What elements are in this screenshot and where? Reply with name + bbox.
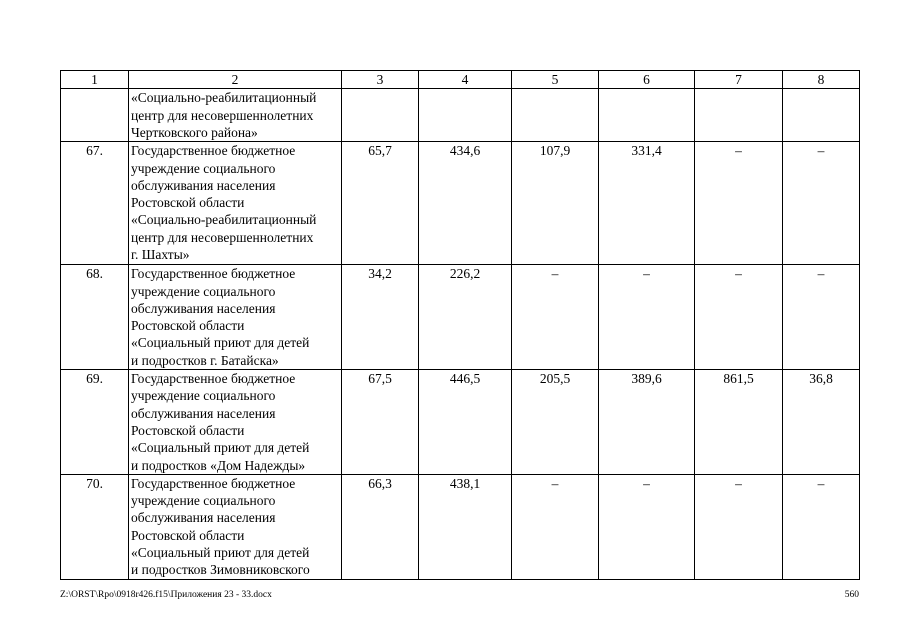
value-cell: 34,2 [342, 265, 419, 370]
table-row [61, 89, 860, 142]
value-cell: – [695, 474, 783, 579]
header-cell: 6 [599, 71, 695, 89]
table-row [61, 370, 860, 475]
value-cell [599, 89, 695, 142]
row-number: 67. [61, 142, 129, 265]
table-row [61, 142, 860, 265]
value-cell [783, 89, 860, 142]
table-row [61, 474, 860, 579]
value-cell [419, 89, 512, 142]
row-number [61, 89, 129, 142]
footer-file-path: Z:\ORST\Rpo\0918r426.f15\Приложения 23 - 33.docx [60, 590, 272, 600]
value-cell: 446,5 [419, 370, 512, 475]
value-cell: 331,4 [599, 142, 695, 265]
institution-name: Государственное бюджетное учреждение социального обслуживания населения Ростовской области «Социально-реабилитационный центр для несовершеннолетних г. Шахты» [129, 142, 342, 265]
institution-name: «Социально-реабилитационный центр для несовершеннолетних Чертковского района» [129, 89, 342, 142]
value-cell: 65,7 [342, 142, 419, 265]
value-cell: 107,9 [512, 142, 599, 265]
row-number: 70. [61, 474, 129, 579]
value-cell: – [599, 474, 695, 579]
value-cell [695, 89, 783, 142]
table-row [61, 265, 860, 370]
header-cell: 2 [129, 71, 342, 89]
value-cell: – [599, 265, 695, 370]
value-cell: 389,6 [599, 370, 695, 475]
header-cell: 8 [783, 71, 860, 89]
value-cell: 205,5 [512, 370, 599, 475]
header-cell: 5 [512, 71, 599, 89]
page-number: 560 [844, 590, 859, 600]
value-cell: 226,2 [419, 265, 512, 370]
value-cell: 36,8 [783, 370, 860, 475]
header-cell: 7 [695, 71, 783, 89]
value-cell: 861,5 [695, 370, 783, 475]
header-row [61, 71, 860, 89]
header-cell: 1 [61, 71, 129, 89]
value-cell: 67,5 [342, 370, 419, 475]
row-number: 68. [61, 265, 129, 370]
institution-name: Государственное бюджетное учреждение социального обслуживания населения Ростовской области «Социальный приют для детей и подростков «Дом Надежды» [129, 370, 342, 475]
value-cell: – [783, 265, 860, 370]
header-cell: 3 [342, 71, 419, 89]
value-cell: 438,1 [419, 474, 512, 579]
value-cell: – [695, 142, 783, 265]
value-cell: – [695, 265, 783, 370]
institution-name: Государственное бюджетное учреждение социального обслуживания населения Ростовской области «Социальный приют для детей и подростков г. Батайска» [129, 265, 342, 370]
institution-name: Государственное бюджетное учреждение социального обслуживания населения Ростовской области «Социальный приют для детей и подростков Зимовниковского [129, 474, 342, 579]
row-number: 69. [61, 370, 129, 475]
value-cell [512, 89, 599, 142]
header-cell: 4 [419, 71, 512, 89]
value-cell: – [512, 474, 599, 579]
value-cell: – [512, 265, 599, 370]
value-cell: – [783, 142, 860, 265]
value-cell [342, 89, 419, 142]
data-table [60, 70, 860, 580]
value-cell: 434,6 [419, 142, 512, 265]
value-cell: – [783, 474, 860, 579]
value-cell: 66,3 [342, 474, 419, 579]
